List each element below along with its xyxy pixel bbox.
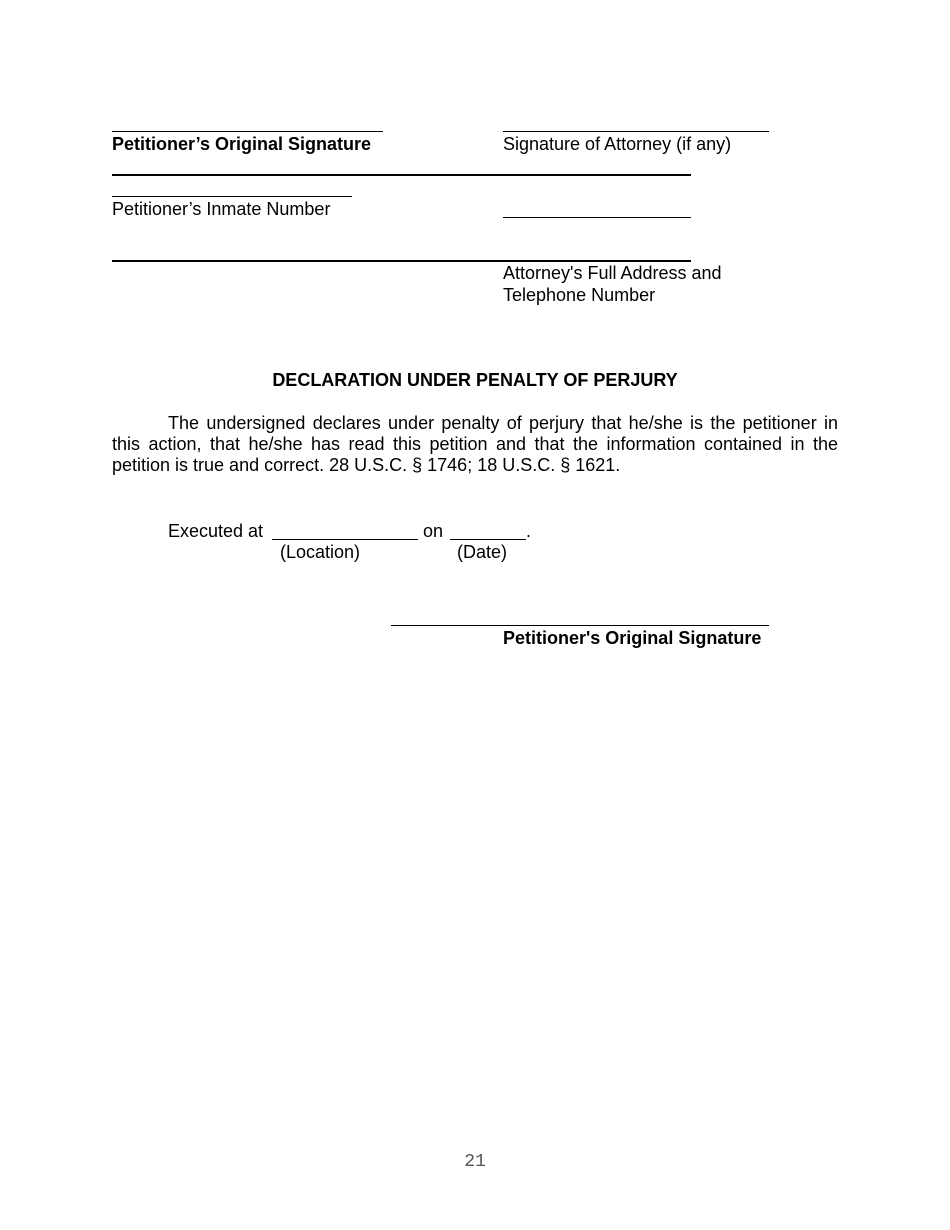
location-caption: (Location) (280, 542, 361, 562)
location-line[interactable] (272, 539, 418, 540)
attorney-address-label-line2: Telephone Number (503, 285, 656, 305)
petitioner-signature-line[interactable] (112, 131, 383, 132)
date-line[interactable] (450, 539, 526, 540)
blank-line-2[interactable] (112, 260, 691, 262)
attorney-signature-line[interactable] (503, 131, 769, 132)
final-signature-label: Petitioner's Original Signature (503, 628, 762, 648)
final-signature-line[interactable] (391, 625, 769, 626)
blank-line-1[interactable] (112, 174, 691, 176)
attorney-address-line-1[interactable] (503, 217, 691, 218)
attorney-address-label-line1: Attorney's Full Address and (503, 263, 722, 283)
petitioner-signature-label: Petitioner’s Original Signature (112, 134, 372, 154)
declaration-body: The undersigned declares under penalty of perjury that he/she is the petitioner in this action, that he/she has read this petition and that the information contained in the petition is true and correct. 28 U.S.C. § 1746; 18 U.S.C. § 1621. (112, 413, 838, 475)
date-caption: (Date) (457, 542, 508, 562)
attorney-signature-label: Signature of Attorney (if any) (503, 134, 732, 154)
page-number: 21 (464, 1152, 486, 1172)
on-label: on (423, 521, 444, 541)
period: . (526, 521, 532, 541)
declaration-heading: DECLARATION UNDER PENALTY OF PERJURY (272, 370, 678, 390)
inmate-number-line[interactable] (112, 196, 352, 197)
executed-at-label: Executed at (168, 521, 264, 541)
inmate-number-label: Petitioner’s Inmate Number (112, 199, 331, 219)
